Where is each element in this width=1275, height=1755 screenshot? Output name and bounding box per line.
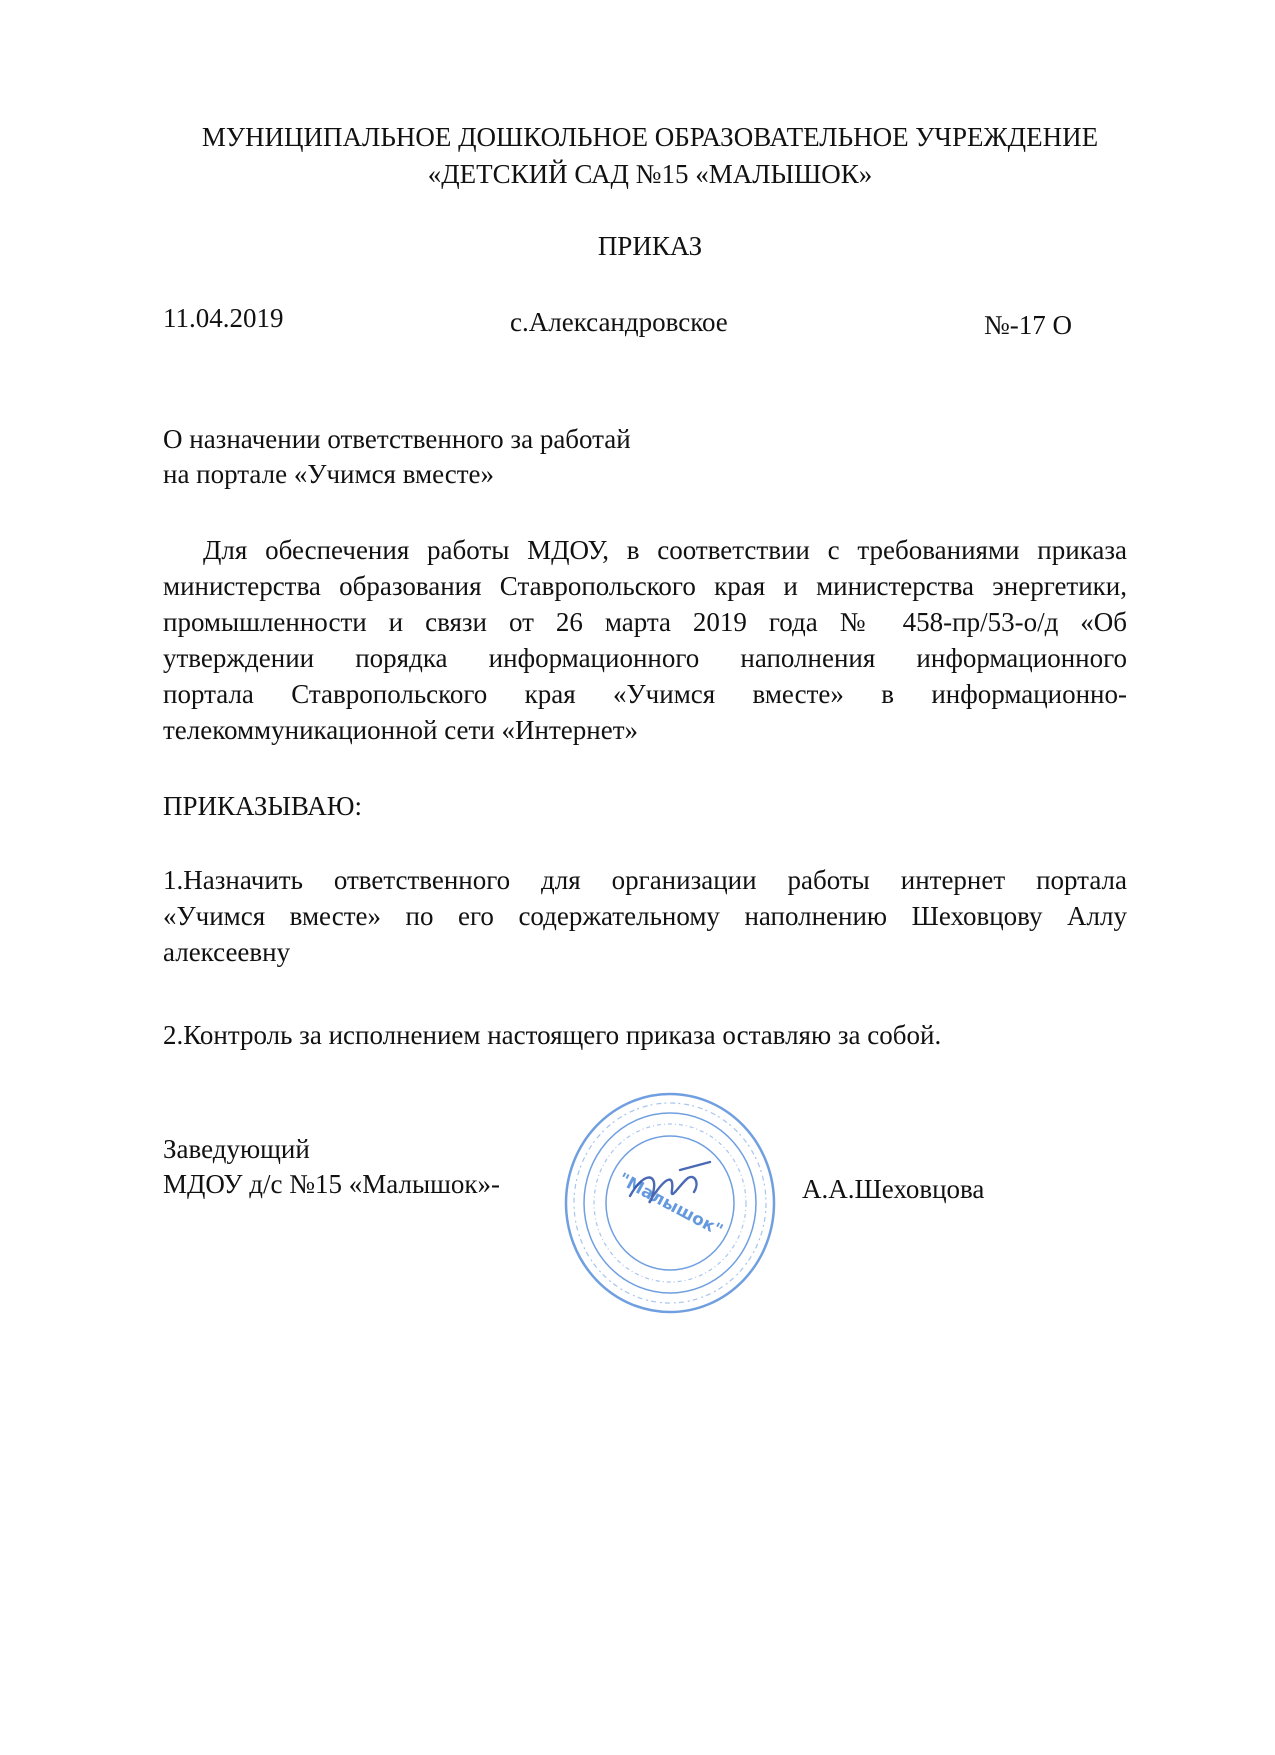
- subject-line-2: на портале «Учимся вместе»: [163, 459, 495, 489]
- item1-line-3: алексеевну: [163, 937, 291, 967]
- preamble-line-3: промышленности и связи от 26 марта 2019 года № 458-пр/53-о/д «Об: [163, 607, 1127, 637]
- order-item-1: [163, 862, 1127, 970]
- document-date: 11.04.2019: [163, 303, 284, 333]
- preamble-line-5: портала Ставропольского края «Учимся вместе» в информационно-: [163, 679, 1127, 709]
- preamble-line-6: телекоммуникационной сети «Интернет»: [163, 715, 638, 745]
- preamble-line-4: утверждении порядка информационного наполнения информационного: [163, 643, 1127, 673]
- document-subject: [163, 422, 631, 492]
- official-stamp: [560, 1088, 780, 1318]
- document-number: №-17 О: [984, 310, 1073, 340]
- preamble-line-1: Для обеспечения работы МДОУ, в соответствии с требованиями приказа: [203, 535, 1127, 565]
- document-place: с.Александровское: [510, 307, 728, 337]
- item1-line-2: «Учимся вместе» по его содержательному наполнению Шеховцову Аллу: [163, 901, 1127, 931]
- order-item-2: 2.Контроль за исполнением настоящего приказа оставляю за собой.: [163, 1020, 942, 1050]
- signatory-position-line-2: МДОУ д/с №15 «Малышок»-: [163, 1169, 500, 1199]
- order-heading: ПРИКАЗЫВАЮ:: [163, 791, 362, 821]
- signatory-name: А.А.Шеховцова: [802, 1174, 985, 1204]
- stamp-center-label: "Малышок": [614, 1169, 727, 1241]
- organization-header: [0, 120, 1275, 194]
- organization-name-line-1: МУНИЦИПАЛЬНОЕ ДОШКОЛЬНОЕ ОБРАЗОВАТЕЛЬНОЕ УЧРЕЖДЕНИЕ: [201, 122, 1099, 152]
- item1-line-1: 1.Назначить ответственного для организации работы интернет портала: [163, 865, 1127, 895]
- signatory-position-line-1: Заведующий: [163, 1134, 310, 1164]
- preamble-line-2: министерства образования Ставропольского края и министерства энергетики,: [163, 571, 1127, 601]
- subject-line-1: О назначении ответственного за работай: [163, 424, 631, 454]
- signatory-position: [163, 1132, 500, 1202]
- preamble-paragraph: [163, 532, 1127, 748]
- organization-name-line-2: «ДЕТСКИЙ САД №15 «МАЛЫШОК»: [427, 159, 873, 189]
- document-title: ПРИКАЗ: [597, 231, 703, 261]
